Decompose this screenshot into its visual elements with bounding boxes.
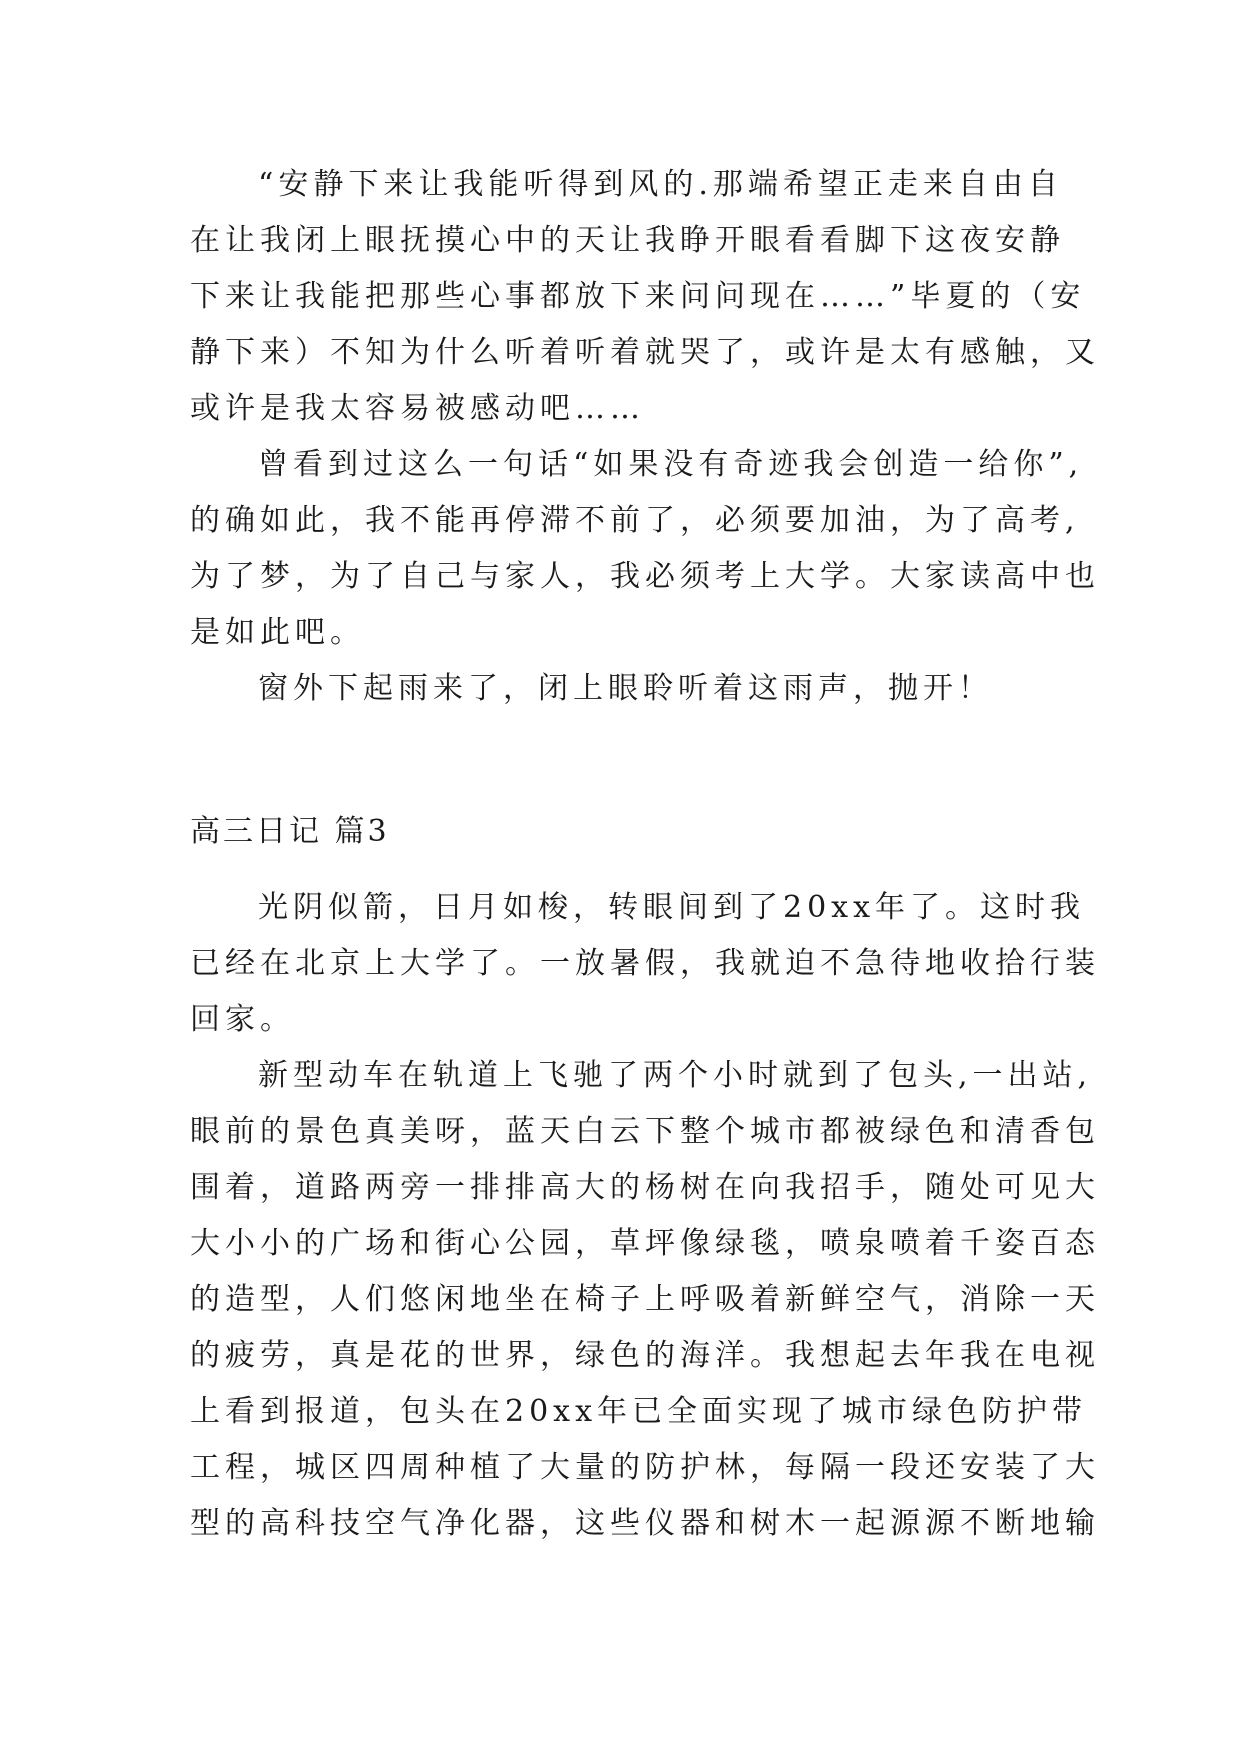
- paragraph-5-line-3: 围着，道路两旁一排排高大的杨树在向我招手，随处可见大: [190, 1170, 1100, 1205]
- paragraph-1-line-3: 下来让我能把那些心事都放下来问问现在……”毕夏的（安: [190, 279, 1086, 314]
- paragraph-1-line-1: “安静下来让我能听得到风的.那端希望正走来自由自: [258, 167, 1063, 202]
- paragraph-5-line-7: 上看到报道，包头在20xx年已全面实现了城市绿色防护带: [190, 1394, 1088, 1429]
- paragraph-4-line-2: 已经在北京上大学了。一放暑假，我就迫不急待地收拾行装: [190, 946, 1100, 981]
- paragraph-5-line-9: 型的高科技空气净化器，这些仪器和树木一起源源不断地输: [190, 1506, 1100, 1541]
- paragraph-2-line-4: 是如此吧。: [190, 615, 365, 650]
- paragraph-3-line-1: 窗外下起雨来了，闭上眼聆听着这雨声，抛开！: [258, 671, 993, 706]
- paragraph-1-line-4: 静下来）不知为什么听着听着就哭了，或许是太有感触，又: [190, 335, 1100, 370]
- paragraph-4-line-3: 回家。: [190, 1002, 295, 1037]
- paragraph-4-line-1: 光阴似箭，日月如梭，转眼间到了20xx年了。这时我: [258, 890, 1086, 925]
- paragraph-1-line-2: 在让我闭上眼抚摸心中的天让我睁开眼看看脚下这夜安静: [190, 223, 1065, 258]
- paragraph-1-line-5: 或许是我太容易被感动吧……: [190, 391, 645, 426]
- paragraph-5-line-8: 工程，城区四周种植了大量的防护林，每隔一段还安装了大: [190, 1450, 1100, 1485]
- paragraph-2-line-2: 的确如此，我不能再停滞不前了，必须要加油，为了高考,: [190, 503, 1080, 538]
- paragraph-5-line-6: 的疲劳，真是花的世界，绿色的海洋。我想起去年我在电视: [190, 1338, 1100, 1373]
- paragraph-5-line-1: 新型动车在轨道上飞驰了两个小时就到了包头,一出站,: [258, 1058, 1093, 1093]
- paragraph-2-line-3: 为了梦，为了自己与家人，我必须考上大学。大家读高中也: [190, 559, 1100, 594]
- paragraph-5-line-5: 的造型，人们悠闲地坐在椅子上呼吸着新鲜空气，消除一天: [190, 1282, 1100, 1317]
- paragraph-2-line-1: 曾看到过这么一句话“如果没有奇迹我会创造一给你”,: [258, 447, 1084, 482]
- paragraph-5-line-2: 眼前的景色真美呀，蓝天白云下整个城市都被绿色和清香包: [190, 1114, 1100, 1149]
- section-2: [190, 880, 1100, 1552]
- paragraph-5-line-4: 大小小的广场和街心公园，草坪像绿毯，喷泉喷着千姿百态: [190, 1226, 1100, 1261]
- section-1: [190, 157, 1100, 717]
- section-heading: 高三日记 篇3: [190, 814, 390, 849]
